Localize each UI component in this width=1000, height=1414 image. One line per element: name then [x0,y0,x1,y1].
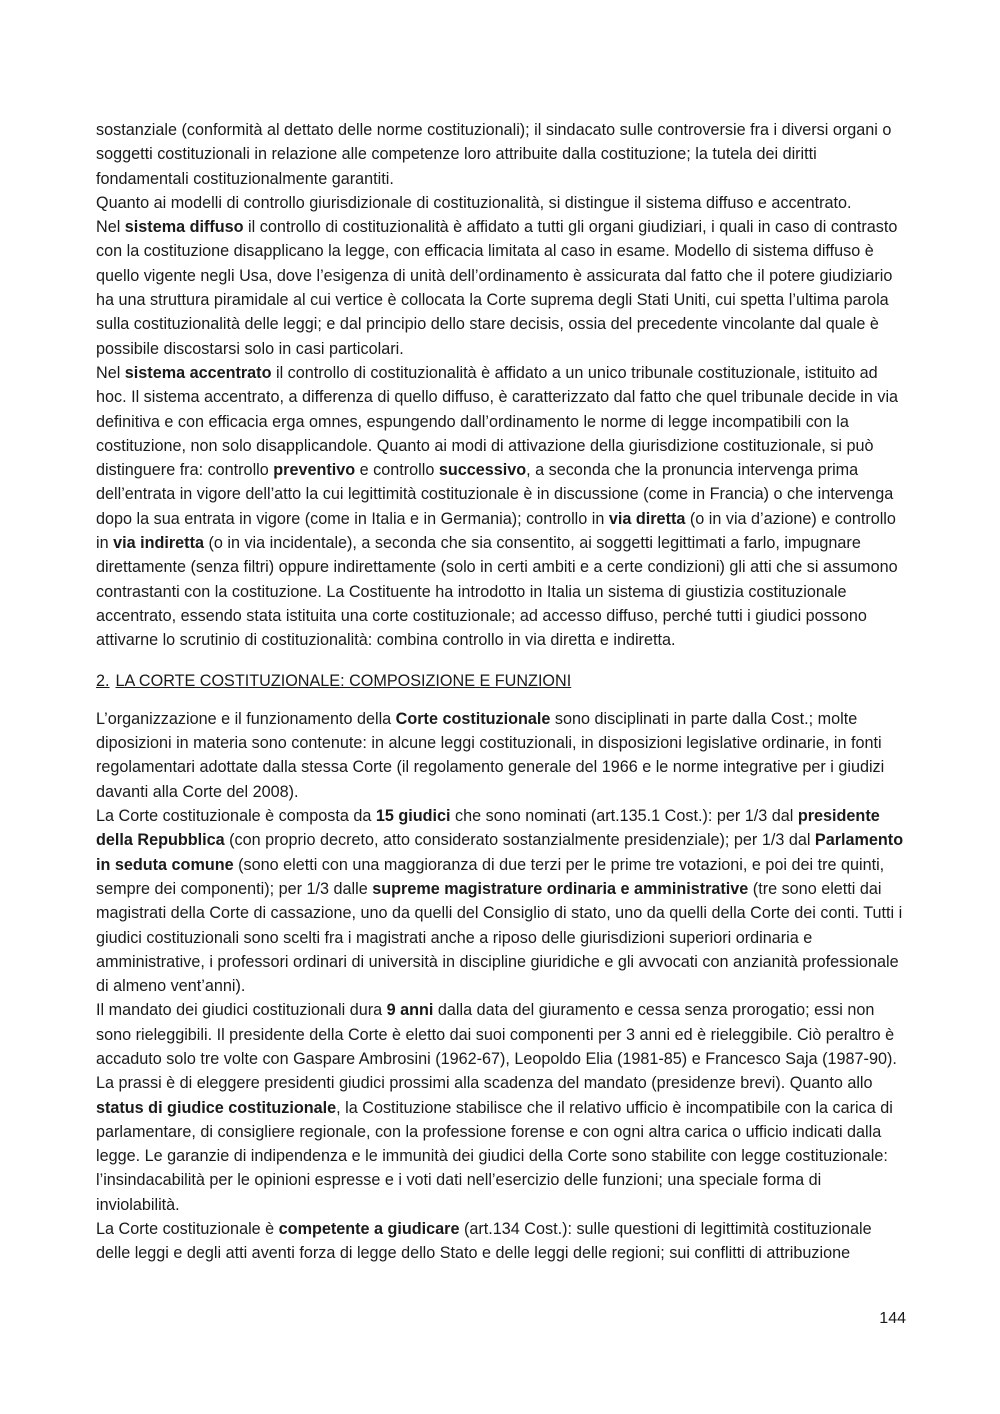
bold-term: via indiretta [113,534,204,553]
section-number: 2. [96,671,110,690]
paragraph-mandato: Il mandato dei giudici costituzionali dura 9 anni dalla data del giuramento e cessa senza prorogatio; essi non sono rieleggibili. Il presidente della Corte è eletto dai suoi componenti per 3 anni ed è rieleggibile. Ciò peraltro è accaduto solo tre volte con Gaspare Ambrosini (1962-67), Leopoldo Elia (1981-85) e Francesco Saja (1987-90). La prassi è di eleggere presidenti giudici prossimi alla scadenza del mandato (presidenze brevi). Quanto allo status di giudice costituzionale, la Costituzione stabilisce che il relativo ufficio è incompatibile con la carica di parlamentare, di consigliere regionale, con la professione forense e con ogni altra carica o ufficio indicati dalla legge. Le garanzie di indipendenza e le immunità dei giudici della Corte sono stabilite con legge costituzionale: l’insindacabilità per le opinioni espresse e i voti dati nell’esercizio delle funzioni; una speciale forma di inviolabilità. [96,1001,897,1214]
bold-term: competente a giudicare [278,1220,460,1239]
document-body [96,118,906,1266]
section-title: LA CORTE COSTITUZIONALE: COMPOSIZIONE E FUNZIONI [115,671,572,690]
bold-term: presidente della Repubblica [96,807,880,850]
bold-term: Corte costituzionale [395,709,551,728]
paragraph-2: Quanto ai modelli di controllo giurisdizionale di costituzionalità, si distingue il sistema diffuso e accentrato. [96,193,852,212]
bold-term: preventivo [273,461,356,480]
paragraph-1: sostanziale (conformità al dettato delle norme costituzionali); il sindacato sulle controversie fra i diversi organi o soggetti costituzionali in relazione alle competenze loro attribuite dalla costituzione; la tutela dei diritti fondamentali costituzionalmente garantiti. [96,121,892,188]
bold-term: status di giudice costituzionale [96,1098,337,1117]
bold-term: via diretta [608,509,686,528]
bold-term: 15 giudici [375,807,451,826]
bold-term: 9 anni [386,1001,434,1020]
bold-term: supreme magistrature ordinaria e amministrative [372,879,749,898]
paragraph-sistema-diffuso: Nel sistema diffuso il controllo di costituzionalità è affidato a tutti gli organi giudiziari, i quali in caso di contrasto con la costituzione disapplicano la legge, con efficacia limitata al caso in esame. Modello di sistema diffuso è quello vigente negli Usa, dove l’esigenza di unità dell’ordinamento è assicurata dal fatto che il potere giudiziario ha una struttura piramidale al cui vertice è collocata la Corte suprema degli Stati Uniti, cui spetta l’ultima parola sulla costituzionalità delle leggi; e dal principio dello stare decisis, ossia del precedente vincolante dal quale è possibile discostarsi solo in casi particolari. [96,218,898,358]
paragraph-composizione: La Corte costituzionale è composta da 15 giudici che sono nominati (art.135.1 Cost.): per 1/3 dal presidente della Repubblica (con proprio decreto, atto considerato sostanzialmente presidenziale); per 1/3 dal Parlamento in seduta comune (sono eletti con una maggioranza di due terzi per le prime tre votazioni, e poi dei tre quinti, sempre dei componenti); per 1/3 dalle supreme magistrature ordinaria e amministrative (tre sono eletti dai magistrati della Corte di cassazione, uno da quelli del Consiglio di stato, uno da quelli della Corte dei conti. Tutti i giudici costituzionali sono scelti fra i magistrati anche a riposo delle giurisdizioni superiori ordinaria e amministrative, i professori ordinari di università in discipline giuridiche e gli avvocati con anzianità professionale di almeno vent’anni). [96,807,904,996]
bold-term: successivo [438,461,527,480]
page-number: 144 [879,1310,906,1327]
paragraph-sistema-accentrato: Nel sistema accentrato il controllo di costituzionalità è affidato a un unico tribunale costituzionale, istituito ad hoc. Il sistema accentrato, a differenza di quello diffuso, è caratterizzato dal fatto che quel tribunale decide in via definitiva e con efficacia erga omnes, espungendo dall’ordinamento le norme di legge incompatibili con la costituzione, non solo disapplicandole. Quanto ai modi di attivazione della giurisdizione costituzionale, si può distinguere fra: controllo preventivo e controllo successivo, a seconda che la pronuncia intervenga prima dell’entrata in vigore dell’atto la cui legittimità costituzionale è in discussione (come in Francia) o che intervenga dopo la sua entrata in vigore (come in Italia e in Germania); controllo in via diretta (o in via d’azione) e controllo in via indiretta (o in via incidentale), a seconda che sia consentito, ai soggetti legittimati a farlo, impugnare direttamente (senza filtri) oppure indirettamente (solo in certi ambiti e a certe condizioni) gli atti che si assumono contrastanti con la costituzione. La Costituente ha introdotto in Italia un sistema di giustizia costituzionale accentrato, essendo stata istituita una corte costituzionale; ad accesso diffuso, perché tutti i giudici possono attivarne lo scrutinio di costituzionalità: combina controllo in via diretta e indiretta. [96,363,899,650]
bold-term: sistema accentrato [124,363,272,382]
paragraph-organizzazione: L’organizzazione e il funzionamento della Corte costituzionale sono disciplinati in parte dalla Cost.; molte diposizioni in materia sono contenute: in alcune leggi costituzionali, in disposizioni legislative ordinarie, in fonti regolamentari adottate dalla stessa Corte (il regolamento generale del 1966 e le norme integrative per i giudizi davanti alla Corte del 2008). [96,709,885,801]
bold-term: Parlamento in seduta comune [96,831,904,874]
section-heading [96,669,906,693]
bold-term: sistema diffuso [124,218,244,237]
paragraph-competenze: La Corte costituzionale è competente a giudicare (art.134 Cost.): sulle questioni di legittimità costituzionale delle leggi e degli atti aventi forza di legge dello Stato e delle leggi delle regioni; sui conflitti di attribuzione [96,1220,872,1263]
